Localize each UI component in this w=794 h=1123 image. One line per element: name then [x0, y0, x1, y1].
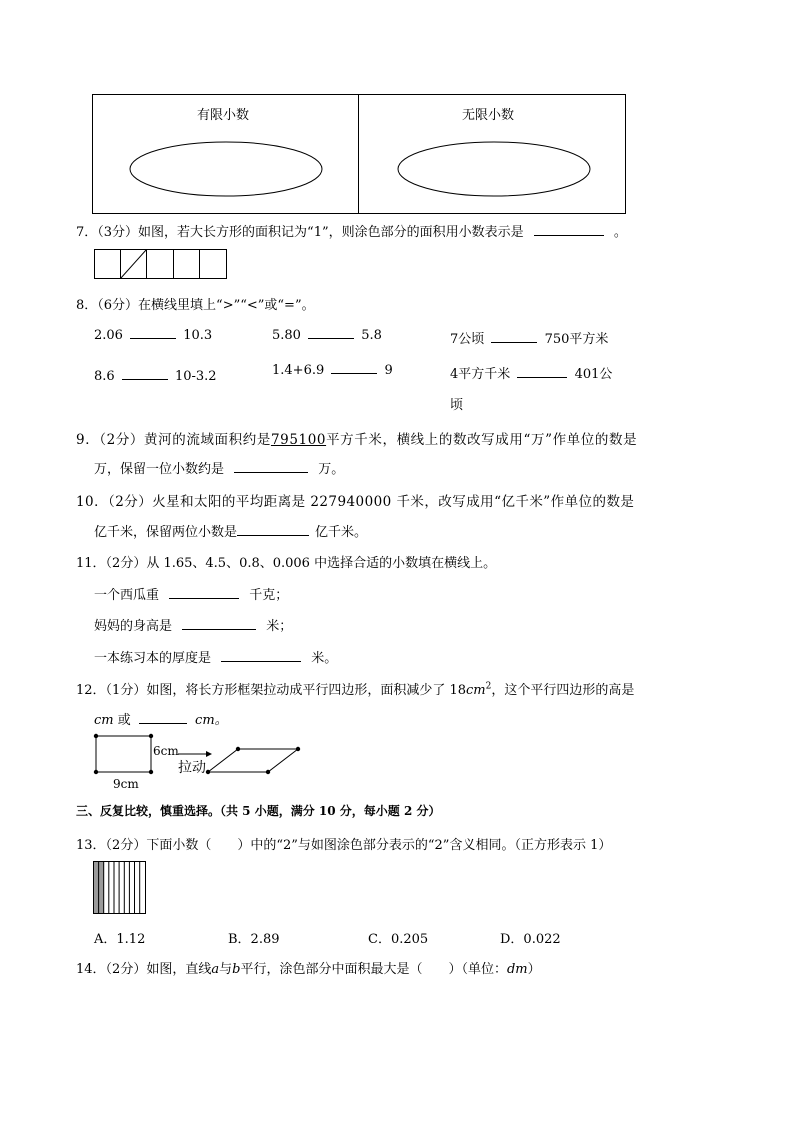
answer-blank[interactable] [130, 338, 176, 339]
option-c[interactable]: C．0.205 [368, 932, 429, 947]
underlined-number: 795100 [270, 432, 327, 448]
question-9-line2: 万，保留一位小数约是 万。 [94, 462, 345, 477]
table-divider [358, 94, 359, 214]
question-7: 7．（3分）如图，若大长方形的面积记为“1”，则涂色部分的面积用小数表示是 。 [76, 225, 627, 240]
answer-blank[interactable] [169, 598, 239, 599]
q8-item-wrap: 顷 [450, 398, 464, 413]
question-10-line1: 10．（2分）火星和太阳的平均距离是 227940000 千米，改写成用“亿千米”作单位的数是 [76, 494, 635, 510]
question-10-line2: 亿千米，保留两位小数是 亿千米。 [94, 525, 368, 540]
infinite-decimal-header: 无限小数 [462, 108, 515, 123]
answer-blank[interactable] [237, 535, 309, 536]
q8-item: 5.80 5.8 [272, 328, 382, 343]
option-b[interactable]: B．2.89 [228, 932, 280, 947]
question-12-line2: cm 或 cm。 [94, 713, 228, 728]
infinite-decimal-ellipse [396, 140, 592, 198]
answer-blank[interactable] [517, 377, 567, 378]
answer-blank[interactable] [139, 723, 187, 724]
question-8: 8．（6分）在横线里填上“>”“<”或“=”。 [76, 298, 315, 313]
section-3-heading: 三、反复比较，慎重选择。（共 5 小题，满分 10 分，每小题 2 分） [76, 804, 441, 818]
question-13: 13．（2分）下面小数（ ）中的“2”与如图涂色部分表示的“2”含义相同。（正方形表示 1） [76, 838, 612, 853]
figure-side-label: 6cm [153, 744, 179, 758]
question-14: 14．（2分）如图，直线a与b平行，涂色部分中面积最大是（ ）（单位：dm） [76, 962, 541, 977]
answer-blank[interactable] [221, 661, 301, 662]
answer-blank[interactable] [534, 235, 604, 236]
answer-blank[interactable] [122, 379, 168, 380]
figure-action-label: 拉动 [178, 760, 206, 776]
finite-decimal-header: 有限小数 [197, 108, 250, 123]
answer-blank[interactable] [308, 338, 354, 339]
question-12-line1: 12．（1分）如图，将长方形框架拉动成平行四边形，面积减少了 $18cm^2$，这个平行四边形的高是 [76, 681, 635, 698]
finite-decimal-ellipse [128, 140, 324, 198]
option-a[interactable]: A．1.12 [94, 932, 146, 947]
q11-line: 妈妈的身高是 米； [94, 619, 293, 634]
q8-item: 8.6 10-3.2 [94, 369, 217, 384]
answer-blank[interactable] [331, 373, 377, 374]
answer-blank[interactable] [234, 472, 308, 473]
q8-item: 1.4+6.9 9 [272, 363, 393, 378]
question-9-line1: 9．（2分）黄河的流域面积约是795100平方千米，横线上的数改写成用“万”作单位的数是 [76, 432, 638, 448]
q13-square-figure [93, 861, 147, 915]
answer-blank[interactable] [182, 629, 256, 630]
q8-item: 4平方千米 401公 [450, 367, 613, 382]
option-d[interactable]: D．0.022 [500, 932, 561, 947]
answer-blank[interactable] [491, 342, 537, 343]
q8-item: 2.06 10.3 [94, 328, 213, 343]
q8-item: 7公顷 750平方米 [450, 332, 609, 347]
figure-bottom-label: 9cm [113, 777, 139, 791]
q7-rectangle-figure [94, 249, 228, 280]
q11-line: 一个西瓜重 千克； [94, 588, 289, 603]
q11-line: 一本练习本的厚度是 米。 [94, 651, 338, 666]
question-11: 11．（2分）从 1.65、4.5、0.8、0.006 中选择合适的小数填在横线上。 [76, 556, 497, 571]
